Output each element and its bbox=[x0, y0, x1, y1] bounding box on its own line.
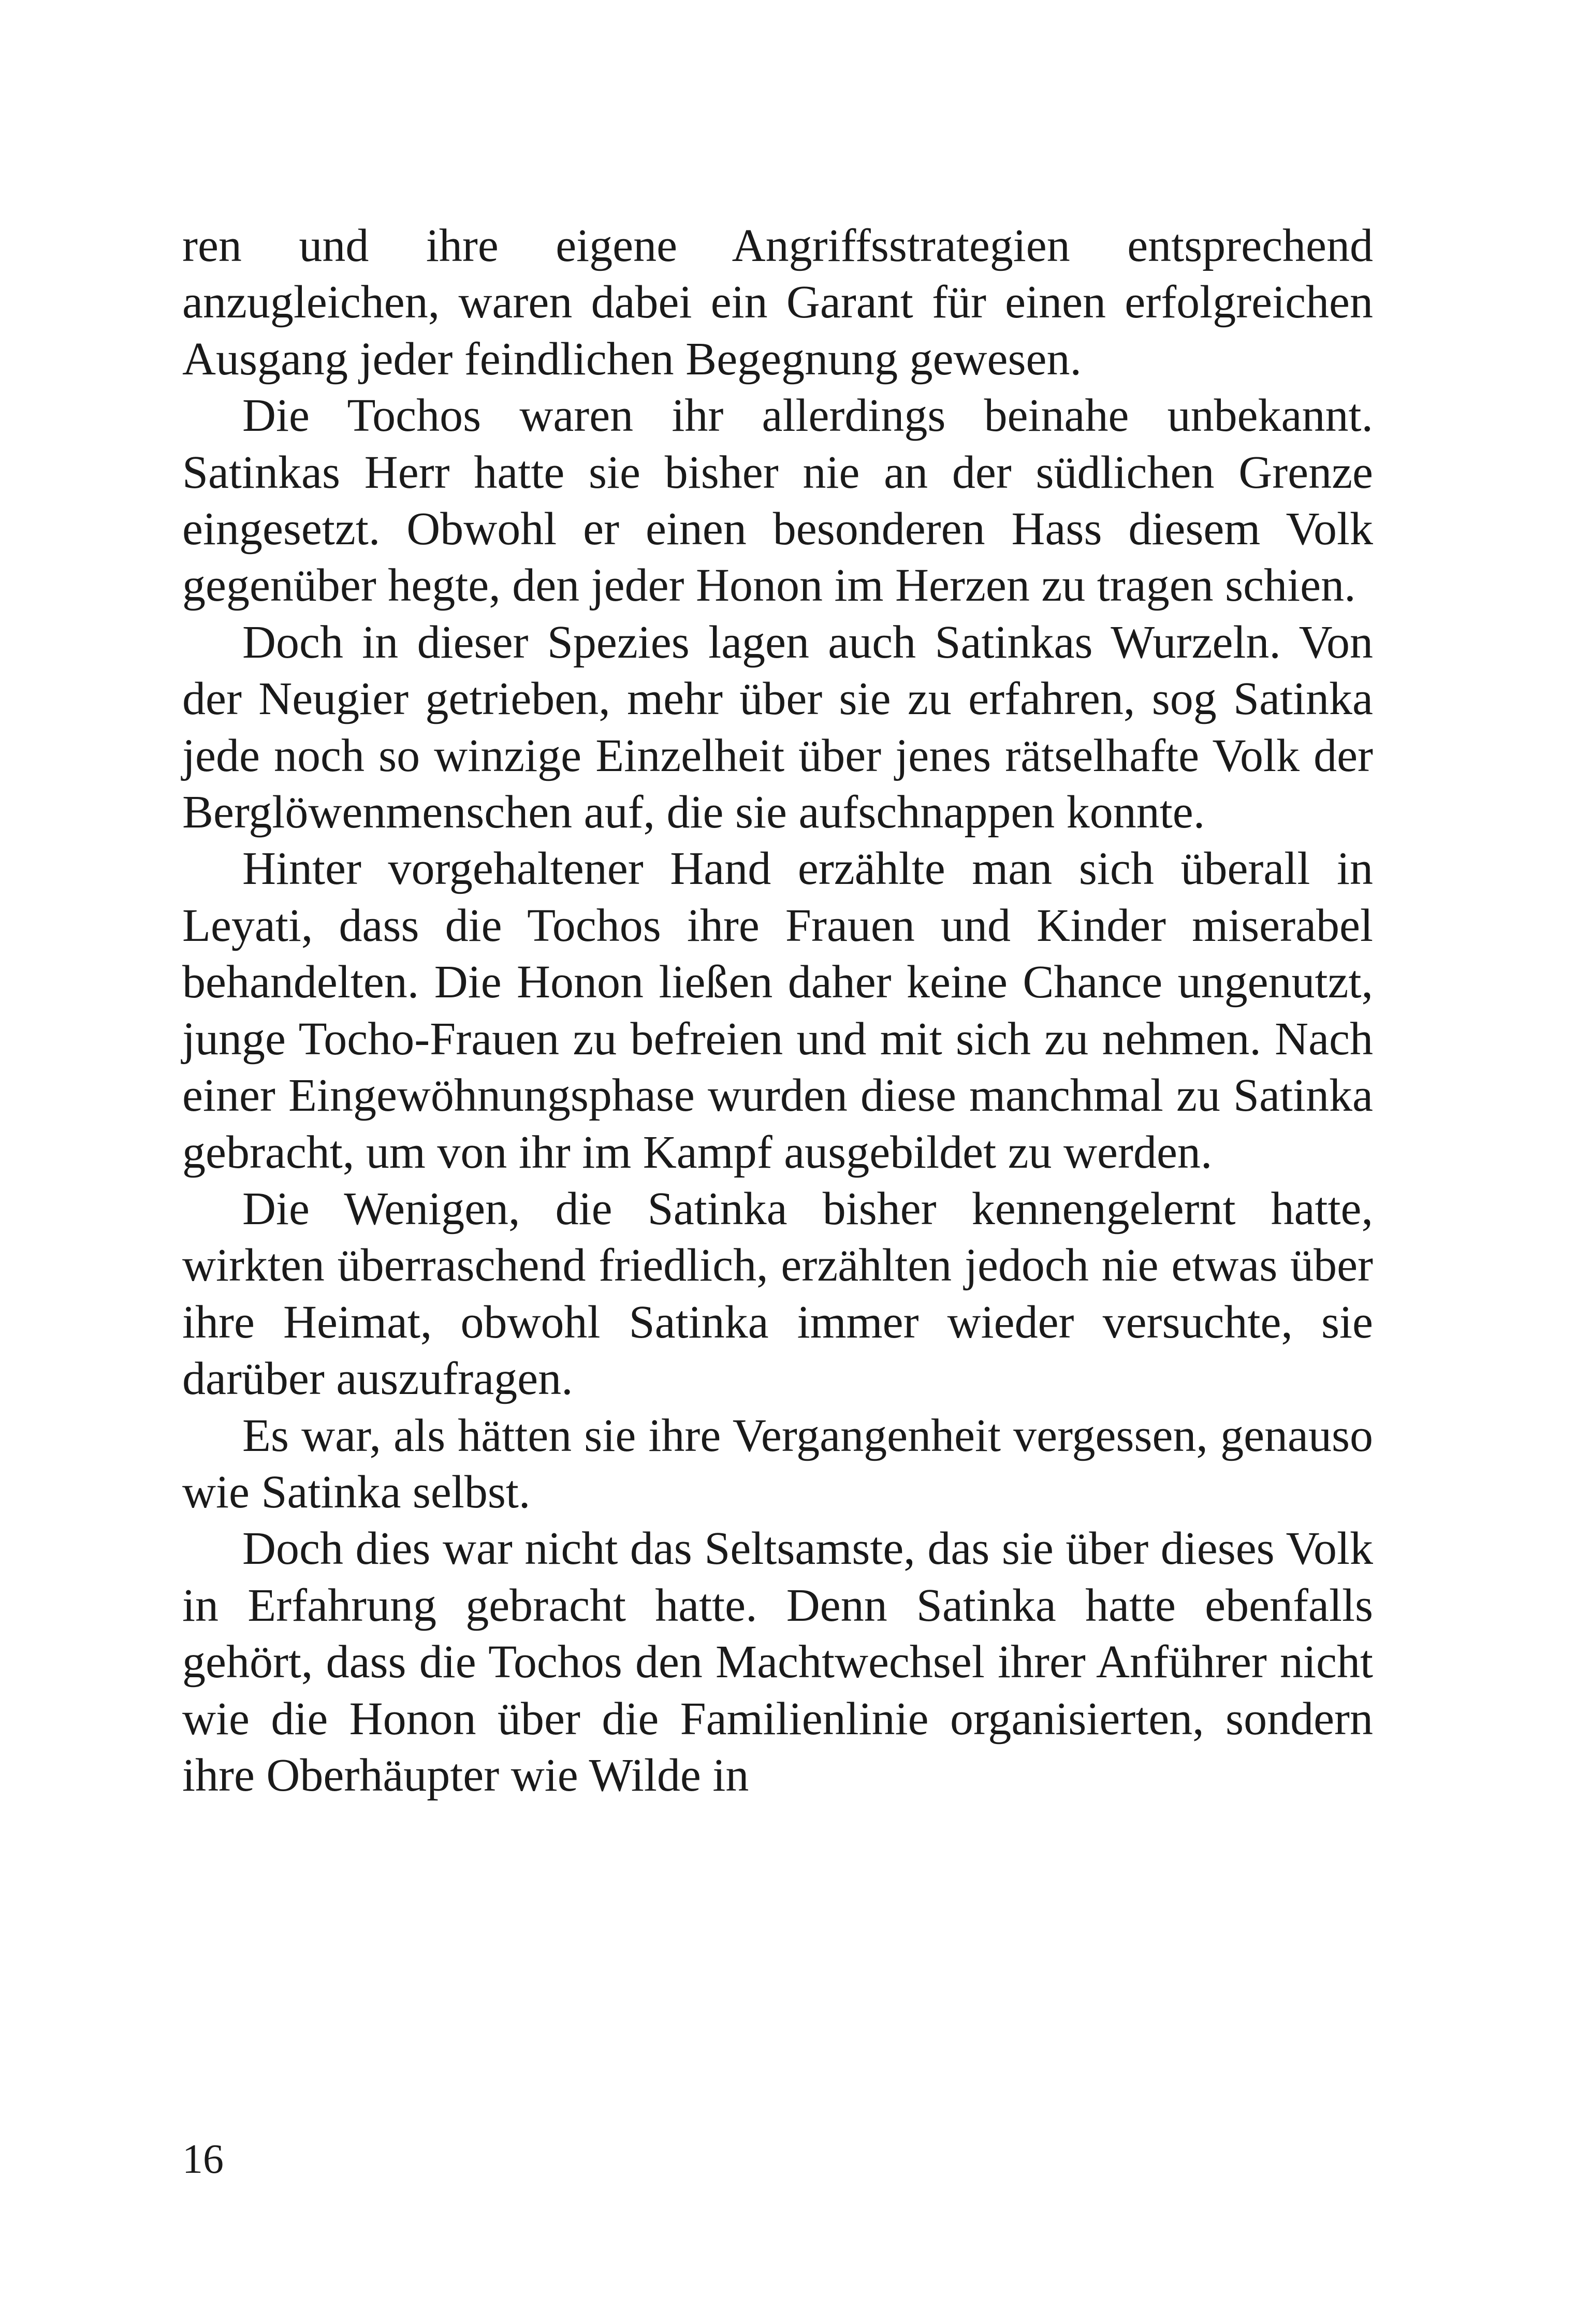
paragraph: Die Wenigen, die Satinka bisher kennengelernt hatte, wirkten überraschend friedlich, erzählten jedoch nie etwas über ihre Heimat, obwohl Satinka immer wieder versuchte, sie darüber auszufragen. bbox=[182, 1183, 1373, 1405]
paragraph: Die Tochos waren ihr allerdings beinahe unbekannt. Satinkas Herr hatte sie bisher nie an der südlichen Grenze eingesetzt. Obwohl er einen besonderen Hass diesem Volk gegenüber hegte, den jeder Honon im Herzen zu tragen schien. bbox=[182, 390, 1373, 612]
paragraph: Es war, als hätten sie ihre Vergangenheit vergessen, genauso wie Satinka selbst. bbox=[182, 1410, 1373, 1518]
paragraph: Hinter vorgehaltener Hand erzählte man sich überall in Leyati, dass die Tochos ihre Frauen und Kinder miserabel behandelten. Die Honon ließen daher keine Chance ungenutzt, junge Tocho-Frauen zu befreien und mit sich zu nehmen. Nach einer Eingewöhnungsphase wurden diese manchmal zu Satinka gebracht, um von ihr im Kampf ausgebildet zu werden. bbox=[182, 843, 1373, 1178]
paragraph: Doch in dieser Spezies lagen auch Satinkas Wurzeln. Von der Neugier getrieben, mehr über sie zu erfahren, sog Satinka jede noch so winzige Einzelheit über jenes rätselhafte Volk der Berglöwenmenschen auf, die sie aufschnappen konnte. bbox=[182, 616, 1373, 838]
paragraph: ren und ihre eigene Angriffsstrategien entsprechend anzugleichen, waren dabei ein Garant für einen erfolgreichen Ausgang jeder feindlichen Begegnung gewesen. bbox=[182, 220, 1373, 385]
body-text bbox=[182, 217, 1373, 1804]
paragraph: Doch dies war nicht das Seltsamste, das sie über dieses Volk in Erfahrung gebracht hatte. Denn Satinka hatte ebenfalls gehört, dass die Tochos den Machtwechsel ihrer Anführer nicht wie die Honon über die Familienlinie organisierten, sondern ihre Oberhäupter wie Wilde in bbox=[182, 1523, 1373, 1801]
page-number: 16 bbox=[182, 2137, 224, 2182]
